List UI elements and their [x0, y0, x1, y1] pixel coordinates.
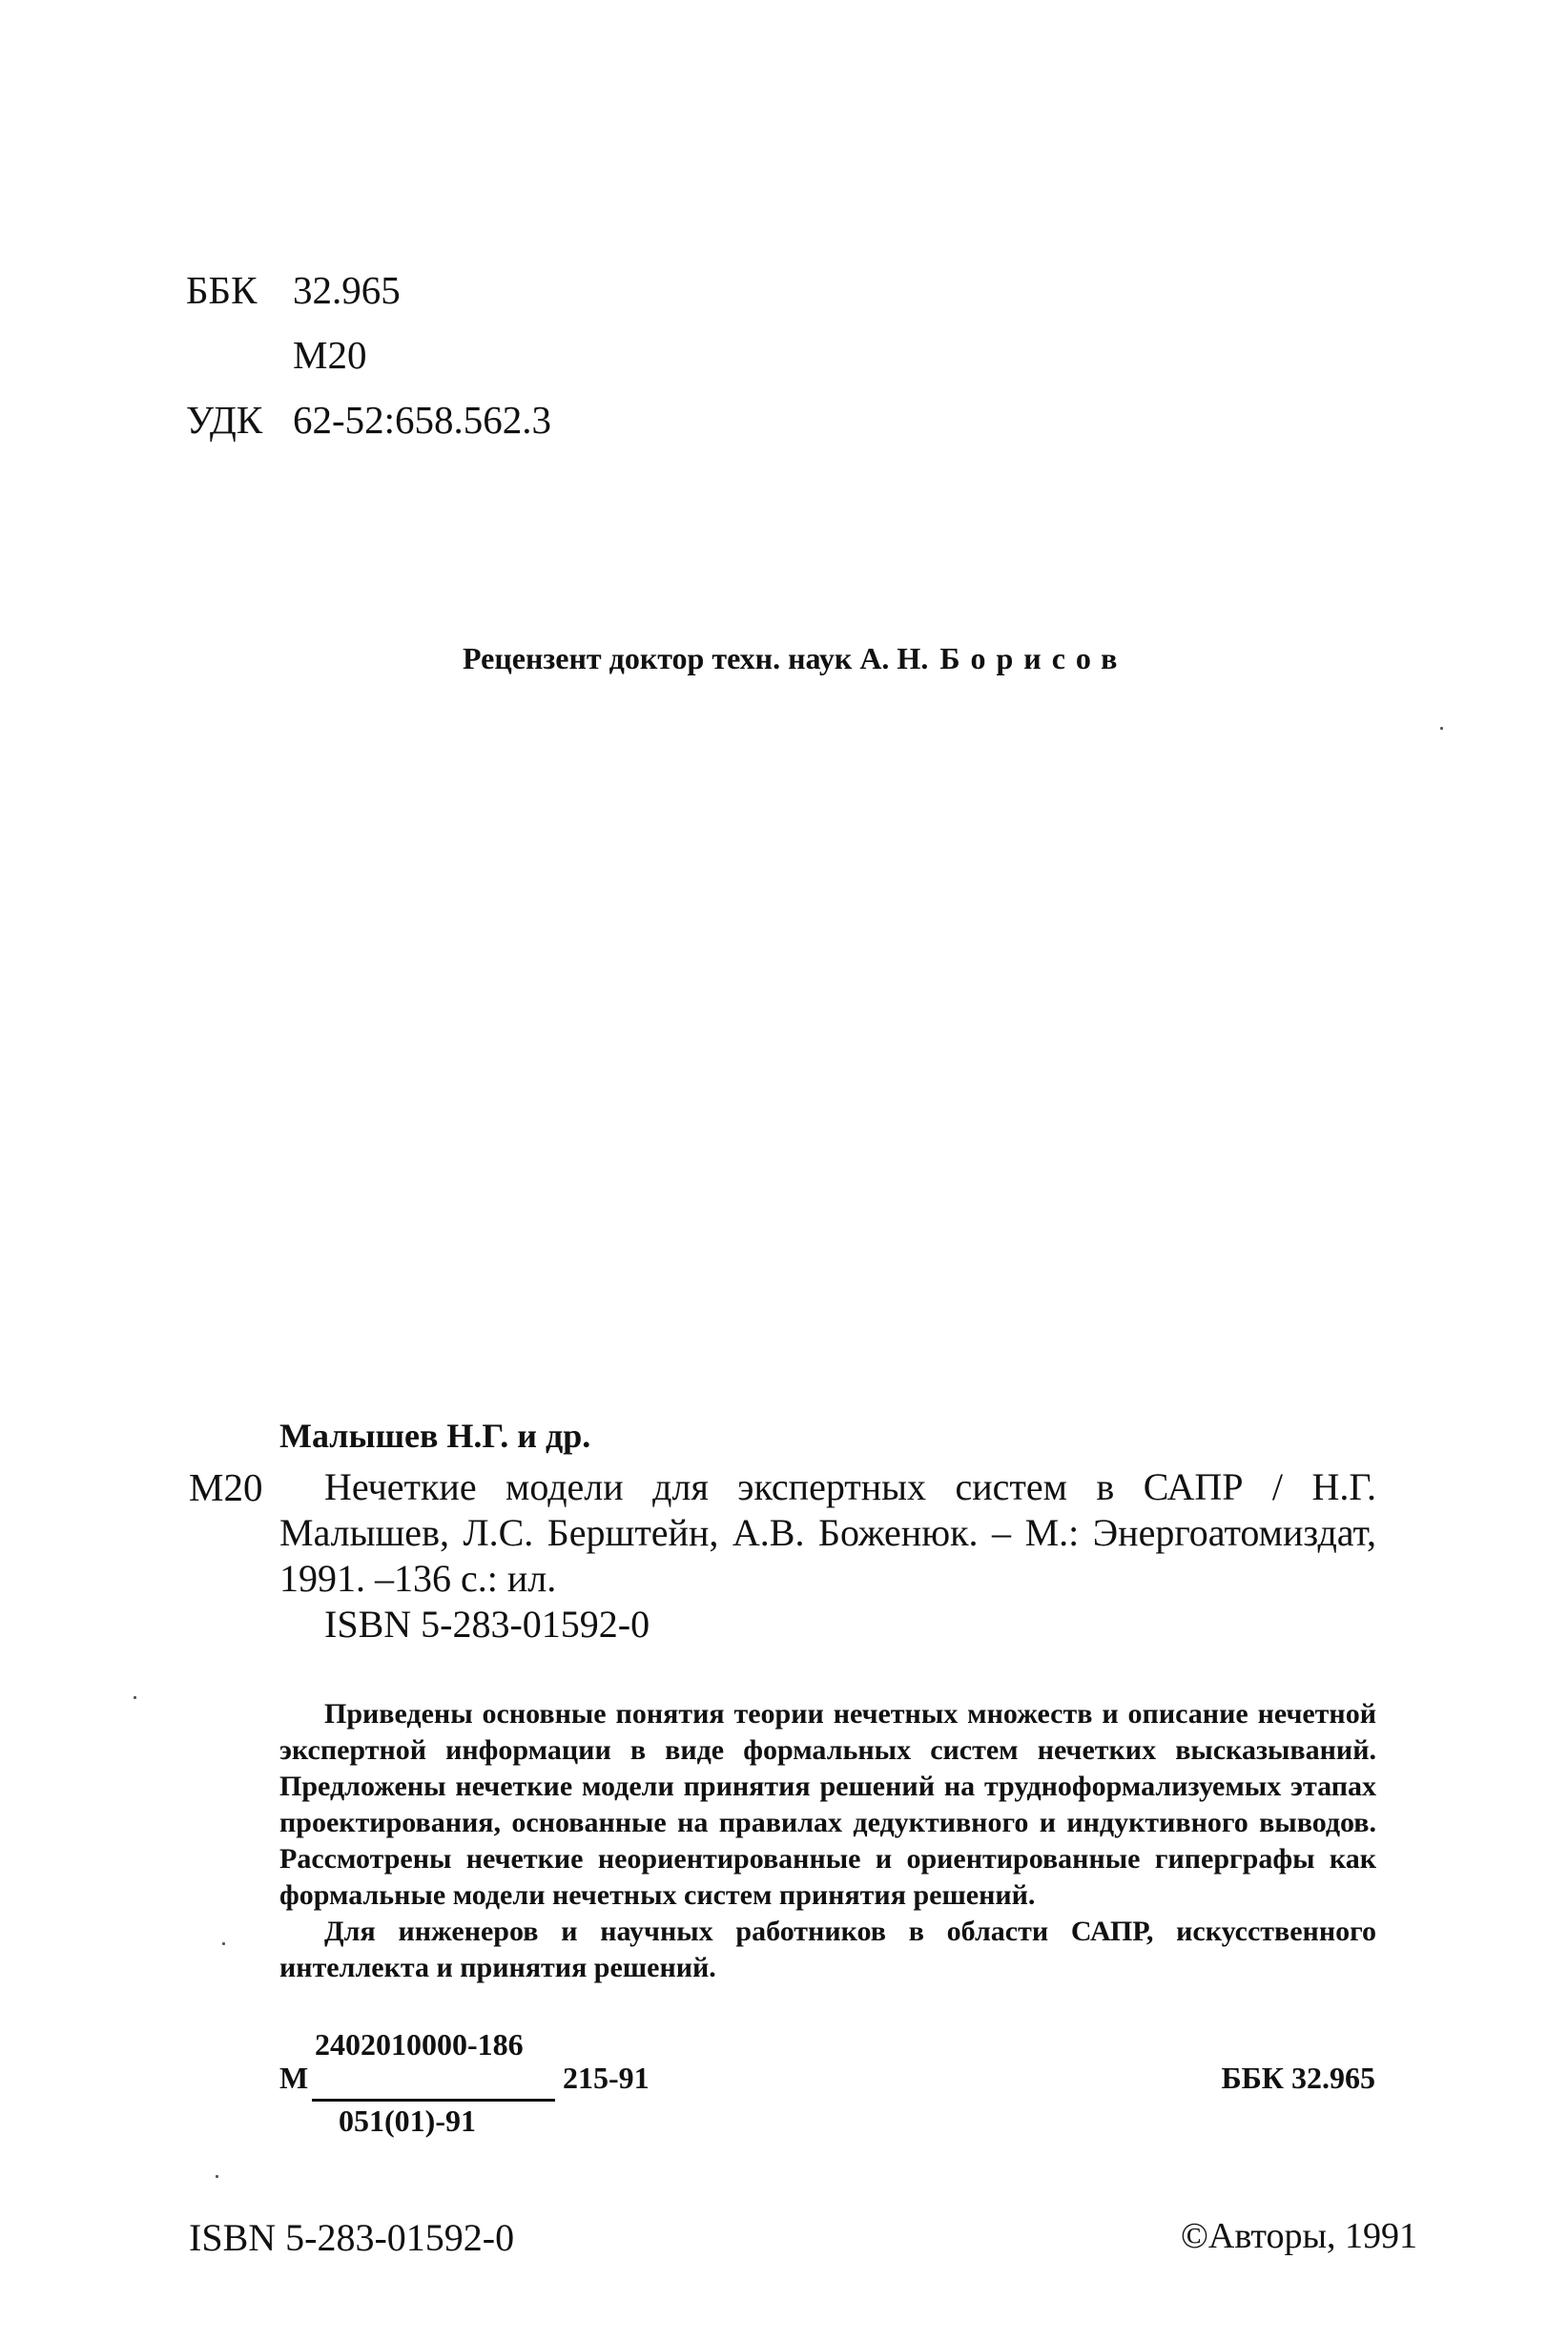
- publisher-code-numerator: 2402010000-186: [315, 2027, 524, 2062]
- udk-row: [186, 387, 551, 452]
- annotation: [279, 1696, 1376, 1986]
- bbk-bottom-right: ББК 32.965: [1221, 2061, 1375, 2095]
- reviewer-name: Борисов: [939, 641, 1128, 675]
- footer-copyright: ©Авторы, 1991: [1181, 2216, 1417, 2256]
- reviewer-prefix: Рецензент доктор техн. наук А. Н.: [463, 641, 929, 675]
- card-isbn: ISBN 5-283-01592-0: [324, 1603, 650, 1646]
- scan-speck: [1440, 727, 1443, 730]
- reviewer-line: [463, 641, 1127, 676]
- bbk-label: ББК: [186, 268, 258, 312]
- fraction-line: [312, 2099, 555, 2102]
- bbk-code: 32.965: [293, 268, 401, 312]
- udk-label: УДК: [186, 398, 263, 442]
- card-mark: М20: [189, 1465, 263, 1509]
- scan-speck: [216, 2175, 218, 2178]
- card-title: Нечеткие модели для экспертных систем в САПР / Н.Г. Малышев, Л.С. Берштейн, А.В. Боженюк. – М.: Энергоатомиздат, 1991. –136 с.: ил.: [279, 1465, 1376, 1600]
- card-author: Малышев Н.Г. и др.: [279, 1417, 591, 1455]
- publisher-code-suffix: 215-91: [563, 2061, 650, 2095]
- classification-block: [186, 258, 551, 452]
- publisher-code-letter: М: [279, 2061, 309, 2095]
- annotation-paragraph-1: Приведены основные понятия теории нечетных множеств и описание нечетной экспертной информации в виде формальных систем нечетких высказываний. Предложены нечеткие модели принятия решений на трудноформализуемых этапах проектирования, основанные на правилах дедуктивного и индуктивного выводов. Рассмотрены нечеткие неориентированные и ориентированные гиперграфы как формальные модели нечетных систем принятия решений.: [279, 1698, 1376, 1911]
- udk-code: 62-52:658.562.3: [293, 398, 552, 442]
- annotation-paragraph-2: Для инженеров и научных работников в области САПР, искусственного интеллекта и принятия решений.: [279, 1916, 1376, 1983]
- author-mark: М20: [293, 333, 367, 377]
- footer-isbn: ISBN 5-283-01592-0: [189, 2216, 515, 2259]
- scan-speck: [222, 1942, 225, 1945]
- bbk-row: [186, 258, 551, 322]
- publisher-code-denominator: 051(01)-91: [339, 2104, 476, 2138]
- scan-speck: [134, 1696, 136, 1699]
